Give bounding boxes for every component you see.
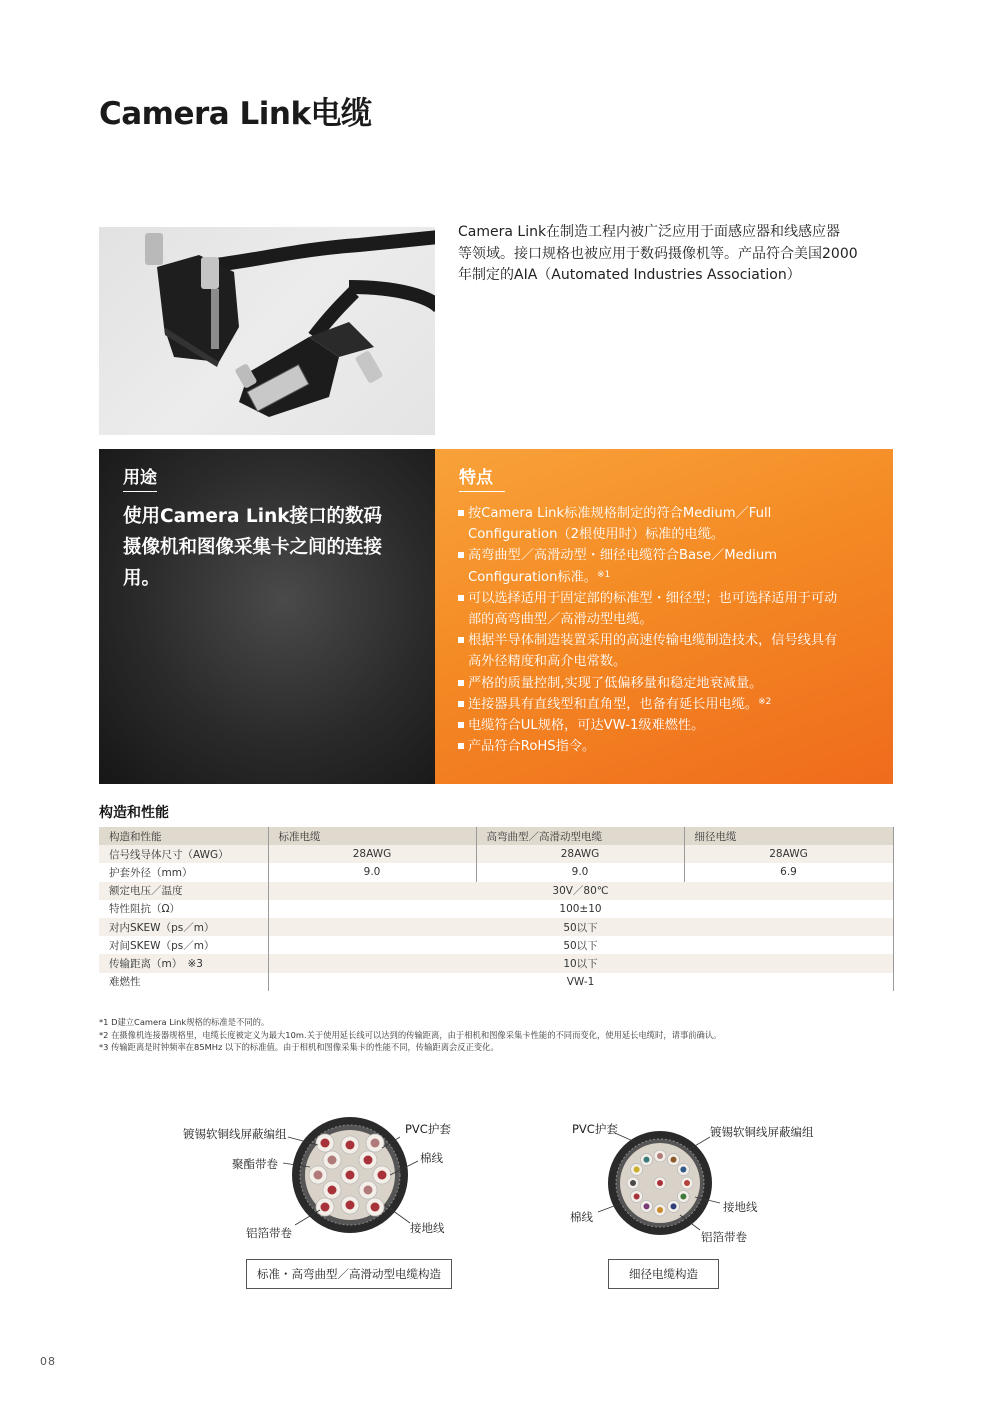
feature-item: [457, 673, 877, 694]
label-polyester-tape: 聚酯带卷: [232, 1157, 278, 1171]
table-row: [99, 954, 893, 972]
usage-line: 摄像机和图像采集卡之间的连接: [123, 537, 383, 558]
table-cell: 28AWG: [476, 845, 684, 863]
row-label: 对间SKEW（ps／m）: [99, 936, 268, 954]
usage-line: 使用Camera Link接口的数码: [123, 506, 383, 527]
table-row: [99, 845, 893, 863]
core-conductor: [630, 1180, 636, 1186]
feature-item: [457, 694, 877, 715]
table-cell: 50以下: [268, 918, 893, 936]
footnote: *2 在摄像机连接器规格里，电缆长度被定义为最大10m.关于使用延长线可以达到的传输距离，由于相机和图像采集卡性能的不同而变化，使用延长电缆时，请事前确认。: [99, 1029, 722, 1040]
table-cell: VW-1: [268, 973, 893, 991]
table-row: [99, 882, 893, 900]
core-conductor: [644, 1157, 650, 1163]
features-list: [457, 503, 877, 757]
core-conductor: [634, 1194, 640, 1200]
row-label: 传输距离（m） ※3: [99, 954, 268, 972]
label-cotton-yarn: 棉线: [570, 1210, 593, 1224]
core-conductor: [314, 1171, 323, 1180]
intro-line: Camera Link在制造工程内被广泛应用于面感应器和线感应器: [458, 224, 841, 240]
row-label: 护套外径（mm）: [99, 863, 268, 881]
core-conductor: [371, 1203, 380, 1212]
core-conductor: [680, 1167, 686, 1173]
footnote: *1 D建立Camera Link规格的标准是不同的。: [99, 1017, 270, 1027]
intro-paragraph: [458, 222, 868, 287]
usage-panel: [99, 449, 435, 784]
core-conductor: [378, 1171, 387, 1180]
table-row: [99, 863, 893, 881]
table-row: [99, 973, 893, 991]
feature-line: 部的高弯曲型／高滑动型电缆。: [468, 612, 653, 628]
footnote: *3 传输距离是时钟频率在85MHz 以下的标准值。由于相机和图像采集卡的性能不同，传输距离会反正变化。: [99, 1042, 499, 1052]
camera-link-cable-image: [99, 227, 435, 435]
cable-photo: [99, 227, 435, 435]
core-conductor: [346, 1171, 355, 1180]
core-conductor: [364, 1186, 373, 1195]
table-cell: 6.9: [684, 863, 893, 881]
label-tinned-copper-shield: 镀锡软铜线屏蔽编组: [710, 1125, 814, 1139]
core-conductor: [657, 1180, 663, 1186]
row-label: 对内SKEW（ps／m）: [99, 918, 268, 936]
label-drain-wire: 接地线: [410, 1221, 445, 1235]
core-conductor: [364, 1156, 373, 1165]
feature-line: 高弯曲型／高滑动型・细径电缆符合Base／Medium: [468, 548, 778, 564]
standard-cable-diagram: [170, 1115, 470, 1295]
feature-item: [457, 503, 877, 545]
page-title: Camera Link电缆: [99, 96, 372, 132]
footnote-ref: ※2: [758, 696, 772, 707]
table-cell: 50以下: [268, 936, 893, 954]
table-row: [99, 936, 893, 954]
intro-line: 年制定的AIA（Automated Industries Association）: [458, 267, 801, 283]
feature-line: Configuration（2根使用时）标准的电缆。: [468, 527, 725, 543]
table-cell: 28AWG: [684, 845, 893, 863]
label-drain-wire: 接地线: [723, 1200, 758, 1214]
column-header: 细径电缆: [684, 827, 893, 845]
feature-line: Configuration标准。: [468, 569, 597, 585]
label-aluminum-foil-tape: 铝箔带卷: [246, 1226, 292, 1240]
feature-item: [457, 588, 877, 630]
feature-item: [457, 736, 877, 757]
core-conductor: [671, 1157, 677, 1163]
footnote-ref: ※1: [597, 569, 611, 580]
table-cell: 28AWG: [268, 845, 476, 863]
footnotes: [99, 1016, 721, 1054]
label-tinned-copper-shield: 镀锡软铜线屏蔽编组: [183, 1127, 287, 1141]
feature-line: 根据半导体制造装置采用的高速传输电缆制造技术，信号线具有: [468, 633, 838, 649]
column-header: 标准电缆: [268, 827, 476, 845]
usage-heading: 用途: [123, 463, 157, 492]
core-conductor: [657, 1207, 663, 1213]
spec-table: [99, 827, 894, 991]
feature-line: 连接器具有直线型和直角型，也备有延长用电缆。: [468, 696, 759, 712]
slim-cable-diagram: [560, 1115, 820, 1295]
core-conductor: [371, 1139, 380, 1148]
feature-item: [457, 715, 877, 736]
core-conductor: [328, 1156, 337, 1165]
label-aluminum-foil-tape: 铝箔带卷: [701, 1230, 747, 1244]
core-conductor: [634, 1167, 640, 1173]
diagram-caption: 细径电缆构造: [608, 1259, 719, 1289]
diagram-caption: 标准・高弯曲型／高滑动型电缆构造: [246, 1259, 452, 1289]
core-conductor: [346, 1141, 355, 1150]
features-heading: 特点: [459, 463, 505, 492]
core-conductor: [321, 1139, 330, 1148]
label-cotton-yarn: 棉线: [420, 1151, 443, 1165]
feature-line: 高外径精度和高介电常数。: [468, 654, 627, 670]
label-pvc-jacket: PVC护套: [572, 1122, 618, 1136]
core-conductor: [671, 1203, 677, 1209]
table-header-row: [99, 827, 893, 845]
label-pvc-jacket: PVC护套: [405, 1122, 451, 1136]
feature-line: 电缆符合UL规格，可达VW-1级难燃性。: [468, 718, 705, 734]
core-conductor: [657, 1153, 663, 1159]
feature-item: [457, 545, 877, 587]
feature-line: 可以选择适用于固定部的标准型・细径型；也可选择适用于可动: [468, 590, 838, 606]
features-panel: [435, 449, 893, 784]
table-row: [99, 918, 893, 936]
page-number: 08: [40, 1355, 56, 1368]
feature-line: 按Camera Link标准规格制定的符合Medium／Full: [468, 506, 772, 521]
column-header: 构造和性能: [99, 827, 268, 845]
core-conductor: [680, 1194, 686, 1200]
table-row: [99, 900, 893, 918]
intro-line: 等领域。接口规格也被应用于数码摄像机等。产品符合美国2000: [458, 245, 858, 262]
table-cell: 30V／80℃: [268, 882, 893, 900]
table-cell: 9.0: [268, 863, 476, 881]
core-conductor: [644, 1203, 650, 1209]
usage-line: 用。: [123, 568, 161, 589]
core-conductor: [321, 1203, 330, 1212]
row-label: 特性阻抗（Ω）: [99, 900, 268, 918]
core-conductor: [346, 1201, 355, 1210]
row-label: 难燃性: [99, 973, 268, 991]
table-cell: 100±10: [268, 900, 893, 918]
core-conductor: [684, 1180, 690, 1186]
usage-text: [123, 501, 382, 594]
feature-line: 严格的质量控制,实现了低偏移量和稳定地衰减量。: [468, 675, 763, 691]
core-conductor: [328, 1186, 337, 1195]
feature-item: [457, 630, 877, 672]
column-header: 高弯曲型／高滑动型电缆: [476, 827, 684, 845]
table-cell: 10以下: [268, 954, 893, 972]
row-label: 信号线导体尺寸（AWG）: [99, 845, 268, 863]
table-cell: 9.0: [476, 863, 684, 881]
spec-section-title: 构造和性能: [99, 805, 169, 821]
feature-line: 产品符合RoHS指令。: [468, 739, 596, 755]
row-label: 额定电压／温度: [99, 882, 268, 900]
